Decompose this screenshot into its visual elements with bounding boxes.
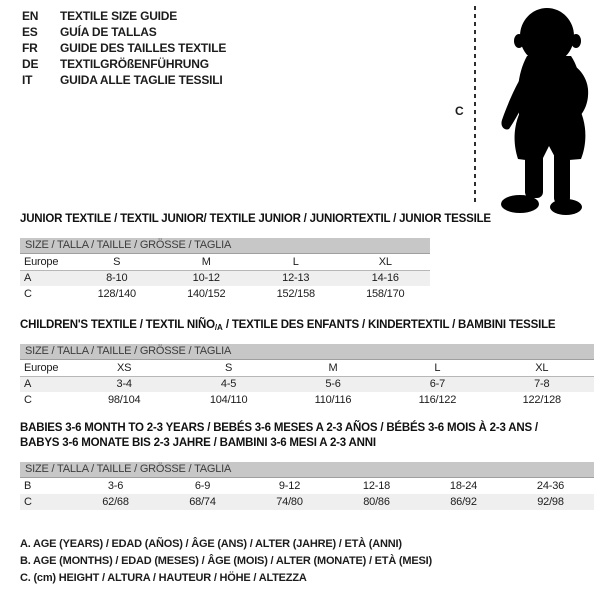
lang-title: TEXTILE SIZE GUIDE xyxy=(60,9,178,23)
table-row xyxy=(20,478,594,494)
lang-code: IT xyxy=(22,73,33,87)
size-header-bar: SIZE / TALLA / TAILLE / GRÖSSE / TAGLIA xyxy=(20,462,594,478)
row-label: C xyxy=(24,394,32,406)
lang-code: FR xyxy=(22,41,38,55)
column-header: S xyxy=(176,360,280,376)
table-cell: 5-6 xyxy=(281,376,385,392)
row-label: A xyxy=(20,270,72,286)
table-cell: 92/98 xyxy=(507,494,594,510)
lang-title: GUÍA DE TALLAS xyxy=(60,25,157,39)
lang-row-en xyxy=(22,8,226,24)
row-label: C xyxy=(20,494,72,510)
table-cell: 7-8 xyxy=(490,376,594,392)
column-header: M xyxy=(281,360,385,376)
lang-code: EN xyxy=(22,9,39,23)
table-cell: 8-10 xyxy=(72,270,162,286)
lang-code: ES xyxy=(22,25,38,39)
lang-row-fr xyxy=(22,40,226,56)
footnote-c: C. (cm) HEIGHT / ALTURA / HAUTEUR / HÖHE / ALTEZZA xyxy=(20,572,307,584)
table-row xyxy=(20,286,430,302)
height-measure-dashed-line xyxy=(474,6,476,206)
table-cell: 24-36 xyxy=(536,480,565,492)
section-junior xyxy=(20,212,491,302)
lang-row-es xyxy=(22,24,226,40)
size-header-bar: SIZE / TALLA / TAILLE / GRÖSSE / TAGLIA xyxy=(20,238,430,254)
table-cell: 6-9 xyxy=(194,480,211,492)
footnotes xyxy=(20,536,432,587)
table-cell: 140/152 xyxy=(187,288,226,300)
table-cell: 12-18 xyxy=(362,480,391,492)
section-babies-heading-line1: BABIES 3-6 MONTH TO 2-3 YEARS / BEBÉS 3-6 MESES A 2-3 AÑOS / BÉBÉS 3-6 MOIS À 2-3 ANS / xyxy=(20,422,538,434)
heading-text: / TEXTILE DES ENFANTS / KINDERTEXTIL / BAMBINI TESSILE xyxy=(222,319,556,331)
table-row xyxy=(20,270,430,286)
table-cell: 10-12 xyxy=(162,270,252,286)
children-size-table xyxy=(20,360,594,408)
table-cell: 110/116 xyxy=(314,394,352,406)
lang-code: DE xyxy=(22,57,39,71)
lang-title: TEXTILGRÖßENFÜHRUNG xyxy=(60,57,209,71)
lang-row-it xyxy=(22,72,226,88)
table-cell: 80/86 xyxy=(333,494,420,510)
table-cell: 14-16 xyxy=(341,270,431,286)
table-row xyxy=(20,254,430,270)
lang-title: GUIDE DES TAILLES TEXTILE xyxy=(60,41,227,55)
footnote-a: A. AGE (YEARS) / EDAD (AÑOS) / ÂGE (ANS) / ALTER (JAHRE) / ETÀ (ANNI) xyxy=(20,538,402,550)
babies-size-table xyxy=(20,478,594,510)
table-cell: 158/170 xyxy=(366,288,405,300)
table-cell: 98/104 xyxy=(107,394,141,406)
lang-title: GUIDA ALLE TAGLIE TESSILI xyxy=(60,73,223,87)
table-row xyxy=(20,392,594,408)
table-cell: 86/92 xyxy=(420,494,507,510)
table-row xyxy=(20,360,594,376)
table-cell: 74/80 xyxy=(246,494,333,510)
junior-size-table xyxy=(20,254,430,302)
table-cell: 3-4 xyxy=(72,376,176,392)
table-cell: 128/140 xyxy=(97,288,136,300)
heading-text: CHILDREN'S TEXTILE / TEXTIL NIÑO xyxy=(20,319,215,331)
table-row xyxy=(20,376,594,392)
size-header-bar: SIZE / TALLA / TAILLE / GRÖSSE / TAGLIA xyxy=(20,344,594,360)
column-header: Europe xyxy=(20,254,72,270)
table-cell: 122/128 xyxy=(522,394,561,406)
row-label: A xyxy=(20,376,72,392)
column-header: L xyxy=(251,254,341,270)
column-header: L xyxy=(385,360,489,376)
column-header: M xyxy=(162,254,252,270)
table-cell: 68/74 xyxy=(159,494,246,510)
footnote-b: B. AGE (MONTHS) / EDAD (MESES) / ÂGE (MOIS) / ALTER (MONATE) / ETÀ (MESI) xyxy=(20,555,432,567)
table-cell: 6-7 xyxy=(385,376,489,392)
column-header: XL xyxy=(341,254,431,270)
language-header xyxy=(22,8,226,88)
table-cell: 62/68 xyxy=(72,494,159,510)
table-cell: 3-6 xyxy=(107,480,124,492)
lang-row-de xyxy=(22,56,226,72)
row-label: C xyxy=(24,288,32,300)
table-cell: 18-24 xyxy=(449,480,478,492)
table-cell: 152/158 xyxy=(276,288,315,300)
table-cell: 4-5 xyxy=(176,376,280,392)
row-label: B xyxy=(24,480,32,492)
heading-subscript: /A xyxy=(214,323,223,332)
column-header: XL xyxy=(490,360,594,376)
section-junior-heading: JUNIOR TEXTILE / TEXTIL JUNIOR/ TEXTILE JUNIOR / JUNIORTEXTIL / JUNIOR TESSILE xyxy=(20,213,491,225)
table-cell: 12-13 xyxy=(251,270,341,286)
column-header: S xyxy=(72,254,162,270)
height-measure-label: C xyxy=(455,104,464,118)
section-children xyxy=(20,318,594,408)
column-header: XS xyxy=(72,360,176,376)
table-cell: 104/110 xyxy=(209,394,248,406)
table-row xyxy=(20,494,594,510)
section-babies-heading-line2: BABYS 3-6 MONATE BIS 2-3 JAHRE / BAMBINI 3-6 MESI A 2-3 ANNI xyxy=(20,437,376,449)
table-cell: 9-12 xyxy=(278,480,301,492)
section-babies xyxy=(20,421,594,510)
column-header: Europe xyxy=(20,360,72,376)
section-children-heading xyxy=(20,318,594,332)
baby-silhouette-icon xyxy=(487,4,600,216)
table-cell: 116/122 xyxy=(418,394,457,406)
